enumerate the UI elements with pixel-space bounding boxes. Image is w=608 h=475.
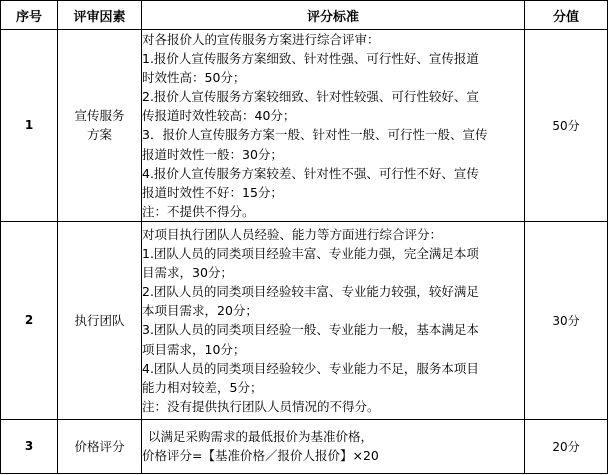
factor-line: 方案 <box>86 127 112 143</box>
criteria-line: 注：没有提供执行团队人员情况的不得分。 <box>142 398 380 414</box>
factor-line: 价格评分 <box>74 438 125 454</box>
criteria-line: 目需求，30分； <box>142 265 233 281</box>
criteria-line: 能力相对较差，5分； <box>142 379 263 395</box>
scoring-criteria <box>142 221 525 419</box>
criteria-line: 注：不提供不得分。 <box>142 203 255 219</box>
criteria-line: 对各报价人的宣传服务方案进行综合评审： <box>142 32 380 47</box>
criteria-line: 3．报价人宣传服务方案一般、针对性一般、可行性一般、宣传 <box>142 127 488 143</box>
score-value: 20分 <box>525 419 608 473</box>
table-row <box>1 30 608 222</box>
factor-line: 执行团队 <box>74 312 125 328</box>
criteria-line: 时效性高：50分； <box>142 70 246 86</box>
scoring-criteria <box>142 419 525 473</box>
factor-line: 宣传服务 <box>74 108 125 124</box>
table-row <box>1 419 608 473</box>
scoring-criteria <box>142 30 525 222</box>
header-no: 序号 <box>1 1 58 30</box>
score-value: 30分 <box>525 221 608 419</box>
criteria-line: 本项目需求，20分； <box>142 303 258 319</box>
criteria-line: 4.团队人员的同类项目经验较少、专业能力不足，服务本项目 <box>142 360 479 376</box>
criteria-line: 价格评分=【基准价格／报价人报价】×20 <box>142 448 379 464</box>
criteria-line: 2.团队人员的同类项目经验较丰富、专业能力较强，较好满足 <box>142 284 479 300</box>
criteria-line: 报道时效性一般：30分； <box>142 146 283 162</box>
header-score: 分值 <box>525 1 608 30</box>
evaluation-factor <box>58 221 142 419</box>
criteria-line: 传报道时效性较高：40分； <box>142 108 296 124</box>
header-criteria: 评分标准 <box>142 1 525 30</box>
header-row <box>1 1 608 30</box>
criteria-line: 1.报价人宣传服务方案细致、针对性强、可行性好、宣传报道 <box>142 51 479 67</box>
table-row <box>1 221 608 419</box>
criteria-line: 4.报价人宣传服务方案较差、针对性不强、可行性不好、宣传 <box>142 165 479 181</box>
criteria-line: 报道时效性不好：15分； <box>142 184 283 200</box>
criteria-line: 1.团队人员的同类项目经验丰富、专业能力强，完全满足本项 <box>142 246 479 262</box>
evaluation-factor <box>58 419 142 473</box>
criteria-line: 对项目执行团队人员经验、能力等方面进行综合评分： <box>142 226 443 242</box>
evaluation-factor <box>58 30 142 222</box>
criteria-line: 以满足采购需求的最低报价为基准价格， <box>148 429 374 445</box>
score-value: 50分 <box>525 30 608 222</box>
criteria-line: 2.报价人宣传服务方案较细致、针对性较强、可行性较好、宣 <box>142 89 479 105</box>
row-number: 1 <box>1 30 58 222</box>
header-factor: 评审因素 <box>58 1 142 30</box>
row-number: 3 <box>1 419 58 473</box>
row-number: 2 <box>1 221 58 419</box>
criteria-line: 3.团队人员的同类项目经验一般、专业能力一般，基本满足本 <box>142 322 479 338</box>
criteria-line: 项目需求，10分； <box>142 341 246 357</box>
